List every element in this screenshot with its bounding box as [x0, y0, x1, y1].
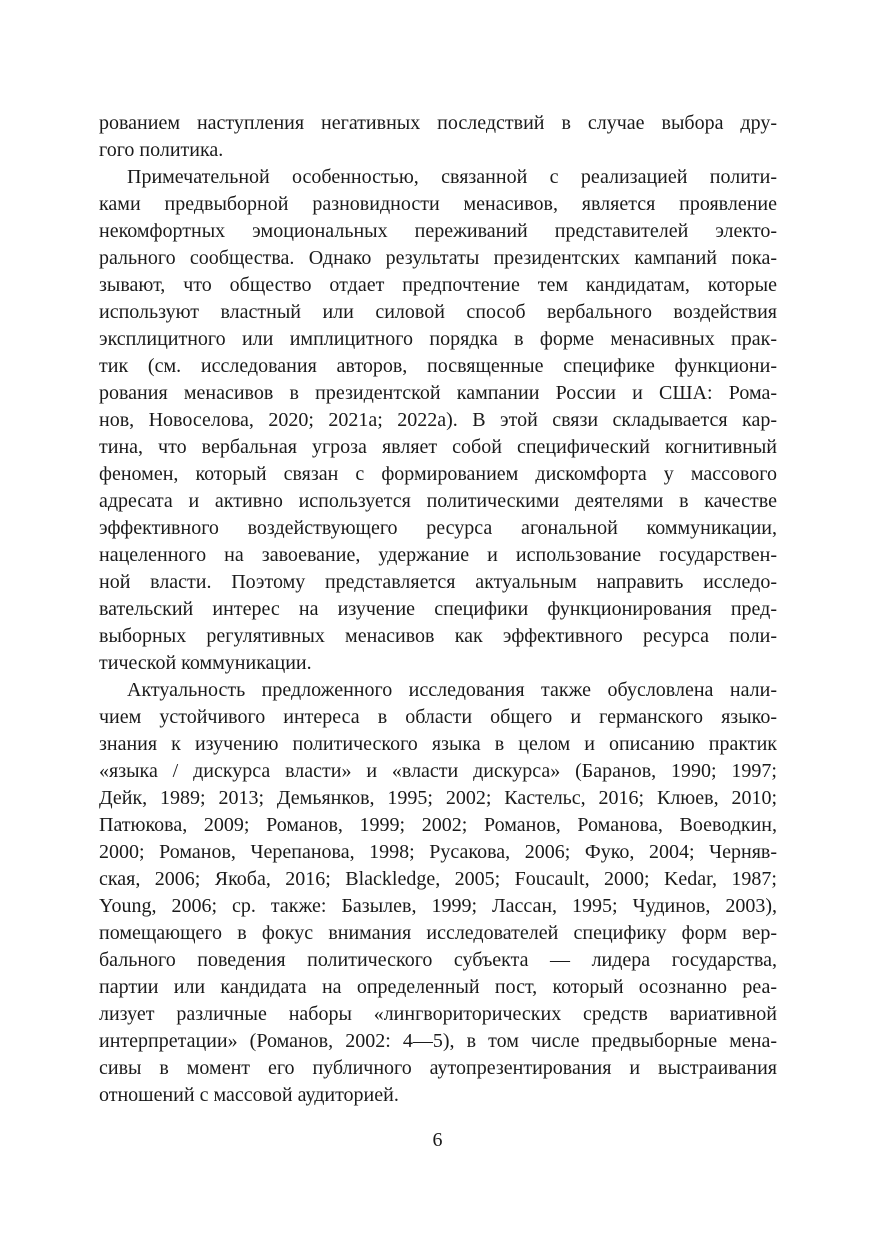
- text-line: ками предвыборной разновидности менасивов, является проявление: [99, 193, 777, 215]
- paragraph-2: [99, 164, 777, 677]
- text-line: бального поведения политического субъекта — лидера государства,: [99, 949, 777, 971]
- text-line: интерпретации» (Романов, 2002: 4—5), в том числе предвыборные мена-: [99, 1030, 777, 1052]
- text-line: некомфортных эмоциональных переживаний представителей электо-: [99, 220, 777, 242]
- page-body: [99, 110, 777, 1109]
- text-line: помещающего в фокус внимания исследователей специфику форм вер-: [99, 922, 777, 944]
- text-line: зывают, что общество отдает предпочтение тем кандидатам, которые: [99, 274, 777, 296]
- text-line: рованием наступления негативных последствий в случае выбора дру-: [99, 112, 777, 134]
- text-line: тической коммуникации.: [99, 652, 312, 674]
- text-line: ной власти. Поэтому представляется актуальным направить исследо-: [99, 571, 777, 593]
- text-line: нацеленного на завоевание, удержание и использование государствен-: [99, 544, 777, 566]
- text-line: феномен, который связан с формированием дискомфорта у массового: [99, 463, 777, 485]
- text-line: сивы в момент его публичного аутопрезентирования и выстраивания: [99, 1057, 777, 1079]
- text-line: эксплицитного или имплицитного порядка в форме менасивных прак-: [99, 328, 777, 350]
- text-line: Young, 2006; ср. также: Базылев, 1999; Лассан, 1995; Чудинов, 2003),: [99, 895, 777, 917]
- text-line: адресата и активно используется политическими деятелями в качестве: [99, 490, 777, 512]
- page-number: 6: [432, 1129, 443, 1151]
- text-line: используют властный или силовой способ вербального воздействия: [99, 301, 777, 323]
- text-line: нов, Новоселова, 2020; 2021а; 2022а). В этой связи складывается кар-: [99, 409, 777, 431]
- text-line: Патюкова, 2009; Романов, 1999; 2002; Романов, Романова, Воеводкин,: [99, 814, 777, 836]
- text-line: Дейк, 1989; 2013; Демьянков, 1995; 2002; Кастельс, 2016; Клюев, 2010;: [99, 787, 777, 809]
- text-line: партии или кандидата на определенный пост, который осознанно реа-: [99, 976, 777, 998]
- text-line: ская, 2006; Якоба, 2016; Blackledge, 2005; Foucault, 2000; Kedar, 1987;: [99, 868, 777, 890]
- text-line: рования менасивов в президентской кампании России и США: Рома-: [99, 382, 777, 404]
- paragraph-1: [99, 110, 777, 164]
- text-line: эффективного воздействующего ресурса агональной коммуникации,: [99, 517, 777, 539]
- text-line: тина, что вербальная угроза являет собой специфический когнитивный: [99, 436, 777, 458]
- paragraph-3: [99, 677, 777, 1109]
- text-line: отношений с массовой аудиторией.: [99, 1084, 399, 1106]
- text-line: Актуальность предложенного исследования также обусловлена нали-: [127, 679, 777, 701]
- text-line: чием устойчивого интереса в области общего и германского языко-: [99, 706, 777, 728]
- text-line: гого политика.: [99, 139, 224, 161]
- text-line: «языка / дискурса власти» и «власти дискурса» (Баранов, 1990; 1997;: [99, 760, 777, 782]
- text-line: тик (см. исследования авторов, посвященные специфике функциони-: [99, 355, 777, 377]
- text-line: выборных регулятивных менасивов как эффективного ресурса поли-: [99, 625, 777, 647]
- text-line: 2000; Романов, Черепанова, 1998; Русакова, 2006; Фуко, 2004; Черняв-: [99, 841, 777, 863]
- text-line: рального сообщества. Однако результаты президентских кампаний пока-: [99, 247, 777, 269]
- text-line: Примечательной особенностью, связанной с реализацией полити-: [127, 166, 777, 188]
- text-line: лизует различные наборы «лингвориторических средств вариативной: [99, 1003, 777, 1025]
- text-line: знания к изучению политического языка в целом и описанию практик: [99, 733, 777, 755]
- text-line: вательский интерес на изучение специфики функционирования пред-: [99, 598, 777, 620]
